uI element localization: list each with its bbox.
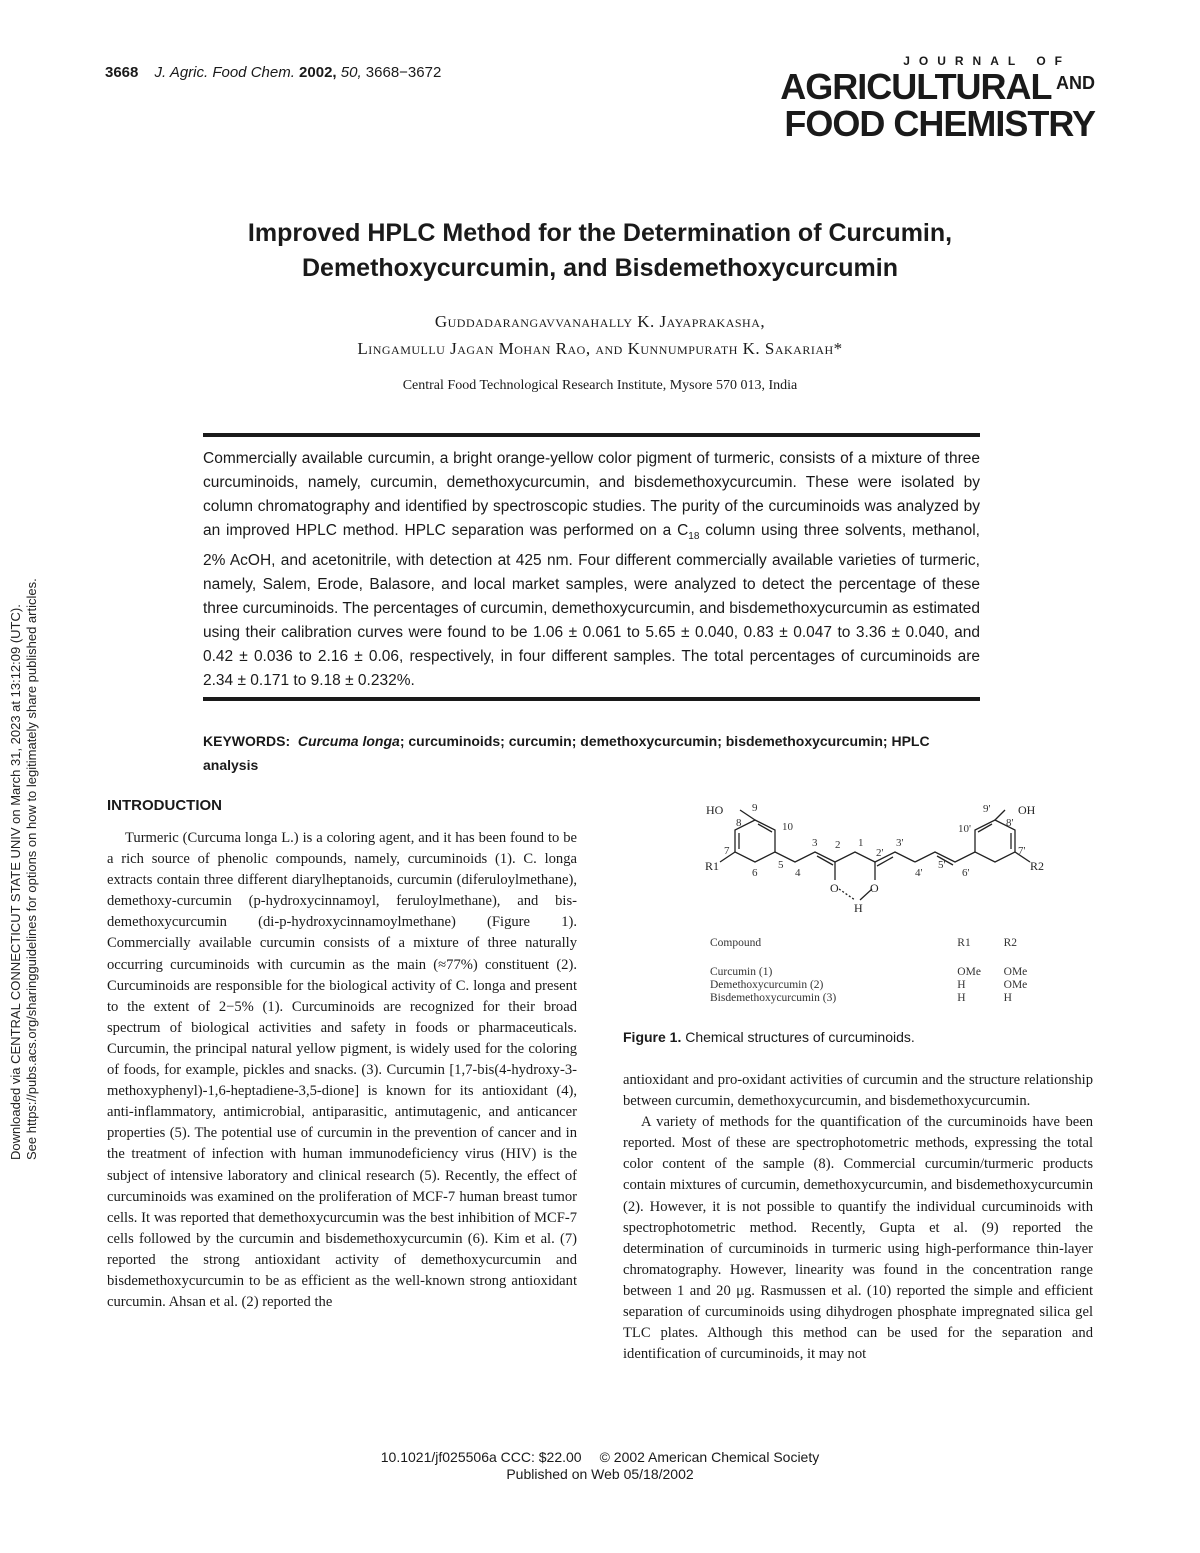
label-5p: 5' [938, 859, 946, 871]
label-8p: 8' [1006, 817, 1014, 829]
footer-doi: 10.1021/jf025506a CCC: $22.00 [380, 1449, 582, 1465]
journal-pages: 3668−3672 [365, 64, 442, 81]
figure-caption [623, 1029, 915, 1045]
journal-volume: 50, [340, 64, 362, 81]
label-7p: 7' [1018, 845, 1026, 857]
authors [200, 308, 1000, 362]
figure-table-cell: H [957, 979, 966, 991]
logo-journal-of: JOURNAL OF [903, 54, 1071, 68]
label-10: 10 [782, 821, 793, 833]
running-head [105, 64, 441, 81]
label-9: 9 [752, 802, 758, 814]
label-2p: 2' [876, 847, 884, 859]
figure-table-cell: Curcumin (1) [710, 966, 773, 978]
journal-abbrev: J. Agric. Food Chem. [154, 64, 295, 81]
footer-copyright: © 2002 American Chemical Society [599, 1449, 820, 1465]
figure-table-header-cell: R1 [957, 937, 971, 949]
authors-line-1: Guddadarangavvanahally K. Jayaprakasha, [434, 312, 766, 331]
logo-food-chemistry: FOOD CHEMISTRY [784, 103, 1095, 144]
figure-table-cell: Bisdemethoxycurcumin (3) [710, 992, 837, 1004]
label-oh: OH [1018, 803, 1036, 817]
intro-right-paragraph-1: antioxidant and pro-oxidant activities of curcumin and the structure relationship between curcumin, demethoxycurcumin, and bisdemethoxycurcumin. [623, 1072, 1093, 1110]
affiliation: Central Food Technological Research Institute, Mysore 570 013, India [402, 378, 798, 393]
title-line-2: Demethoxycurcumin, and Bisdemethoxycurcumin [302, 254, 898, 282]
keywords [203, 729, 980, 777]
side-note-line-1: Downloaded via CENTRAL CONNECTICUT STATE UNIV on March 31, 2023 at 13:12:09 (UTC). [8, 604, 23, 1160]
figure-table-row [710, 966, 1050, 979]
abstract-subscript: 18 [688, 531, 700, 543]
label-9p: 9' [983, 803, 991, 815]
page-number: 3668 [105, 64, 139, 81]
figure-table-row [710, 979, 1050, 992]
abstract-part-1: Commercially available curcumin, a bright orange-yellow color pigment of turmeric, consists of a mixture of three curcuminoids, namely, curcumin, demethoxycurcumin, and bisdemethoxycurcumin. These were isolated by column chromatography and identified by spectroscopic studies. The purity of the curcuminoids was analyzed by an improved HPLC method. HPLC separation was performed on a C [203, 450, 980, 539]
label-o-left: O [830, 881, 839, 895]
keywords-italic: Curcuma longa [297, 733, 400, 749]
label-1: 1 [858, 837, 864, 849]
label-3: 3 [812, 837, 818, 849]
logo-and: AND [1056, 73, 1095, 93]
logo-agricultural: AGRICULTURAL [780, 66, 1052, 107]
logo-line-2 [775, 68, 1095, 106]
page-footer [300, 1449, 900, 1483]
label-7: 7 [724, 845, 730, 857]
label-5: 5 [778, 859, 784, 871]
journal-year: 2002, [299, 64, 337, 81]
intro-right-paragraph-2: A variety of methods for the quantification of the curcuminoids have been reported. Most of these are spectrophotometric methods, expressing the total color content of the sample (8). Commercial curcumin/turmeric products contain mixtures of curcumin, demethoxycurcumin, and bisdemethoxycurcumin (2). However, it is not possible to quantify the individual curcuminoids with spectrophotometric method. Recently, Gupta et al. (9) reported the determination of curcuminoids in turmeric using high-performance thin-layer chromatography. However, linearity was found in the concentration range between 1 and 20 μg. Rasmussen et al. (10) reported the simple and efficient separation of curcuminoids using dihydrogen phosphate impregnated silica gel TLC plates. Although this method can be used for the separation and identification of curcuminoids, it may not [623, 1114, 1093, 1363]
side-note-line-2: See https://pubs.acs.org/sharingguidelines for options on how to legitimately share published articles. [24, 578, 39, 1160]
authors-line-2: Lingamullu Jagan Mohan Rao, and Kunnumpurath K. Sakariah* [357, 339, 843, 358]
figure-table-cell: Demethoxycurcumin (2) [710, 979, 824, 991]
figure-table-cell: H [957, 992, 966, 1004]
label-6p: 6' [962, 867, 970, 879]
label-r2: R2 [1030, 859, 1045, 873]
introduction-heading: INTRODUCTION [107, 797, 222, 814]
abstract-text [203, 447, 980, 693]
abstract [203, 433, 980, 701]
title-line-1: Improved HPLC Method for the Determination of Curcumin, [247, 219, 953, 247]
intro-paragraph-1: Turmeric (Curcuma longa L.) is a coloring agent, and it has been found to be a rich source of phenolic compounds, namely, curcuminoids (1). C. longa extracts contain three different diarylheptanoids, curcumin (diferuloylmethane), demethoxy-curcumin (p-hydroxycinnamoyl, feruloylmethane), and bis-demethoxycurcumin (di-p-hydroxycinnamoylmethane) (Figure 1). Commercially available curcumin consists of a mixture of three naturally occurring curcuminoids with curcumin as the main (≈77%) constituent (2). Curcuminoids are responsible for the biological activity of C. longa and present to the extent of 2−5% (1). Curcuminoids are recognized for their broad spectrum of biological activities and safety in foods or pharmaceuticals. Curcumin, the principal natural yellow pigment, is widely used for the coloring of foods, for example, pickles and snacks. (3). Curcumin [1,7-bis(4-hydroxy-3-methoxyphenyl)-1,6-heptadiene-3,5-dione] is known for its antioxidant (4), anti-inflammatory, antimicrobial, antiparasitic, antimutagenic, and anticancer properties (5). The potential use of curcumin in the prevention of cancer and in the treatment of infection with human immunodeficiency virus (HIV) is the subject of intensive laboratory and clinical research (5). Recently, the effect of curcuminoids was examined on the proliferation of MCF-7 human breast tumor cells. It was reported that demethoxycurcumin was the best inhibition of MCF-7 cells followed by the curcumin and bisdemethoxycurcumin (6). Kim et al. (7) reported the strong antioxidant activity of demethoxycurcumin and bisdemethoxycurcumin to be as efficient as the well-known strong antioxidant curcumin. Ahsan et al. (2) reported the [107, 830, 577, 1311]
label-4p: 4' [915, 867, 923, 879]
figure-table-cell: OMe [1003, 979, 1028, 991]
label-6: 6 [752, 867, 758, 879]
label-10p: 10' [958, 823, 971, 835]
figure-caption-label: Figure 1. [623, 1029, 682, 1045]
label-2: 2 [835, 839, 841, 851]
label-h: H [854, 901, 863, 915]
label-3p: 3' [896, 837, 904, 849]
figure-table-cell: H [1003, 992, 1012, 1004]
download-side-note [8, 460, 40, 1160]
figure-table-header-cell: R2 [1003, 937, 1018, 949]
figure-table-header [710, 937, 1050, 966]
intro-right-column [623, 1070, 1093, 1365]
figure-table-cell: OMe [1003, 966, 1028, 978]
label-o-right: O [870, 881, 879, 895]
label-4: 4 [795, 867, 801, 879]
intro-left-column [107, 828, 577, 1313]
journal-logo [775, 54, 1095, 142]
figure-table-cell: OMe [957, 966, 981, 978]
figure-compound-table [710, 937, 1050, 1005]
label-ho: HO [706, 803, 724, 817]
keywords-label: KEYWORDS: [203, 733, 291, 749]
footer-published: Published on Web 05/18/2002 [506, 1466, 694, 1482]
figure-caption-text: Chemical structures of curcuminoids. [685, 1029, 915, 1045]
keywords-rest: ; curcuminoids; curcumin; demethoxycurcumin; bisdemethoxycurcumin; HPLC analysis [203, 733, 930, 773]
figure-table-row [710, 992, 1050, 1005]
article-title [200, 216, 1000, 286]
abstract-part-2: column using three solvents, methanol, 2% AcOH, and acetonitrile, with detection at 425 nm. Four different commercially available varieties of turmeric, namely, Salem, Erode, Balasore, and local market samples, were analyzed to detect the percentage of these three curcuminoids. The percentages of curcumin, demethoxycurcumin, and bisdemethoxycurcumin as estimated using their calibration curves were found to be 1.06 ± 0.061 to 5.65 ± 0.040, 0.83 ± 0.047 to 3.36 ± 0.040, and 0.42 ± 0.036 to 2.16 ± 0.06, respectively, in four different samples. The total percentages of curcuminoids are 2.34 ± 0.171 to 9.18 ± 0.232%. [203, 522, 980, 690]
label-r1: R1 [705, 859, 720, 873]
figure-table-header-cell: Compound [710, 937, 762, 949]
label-8: 8 [736, 817, 742, 829]
